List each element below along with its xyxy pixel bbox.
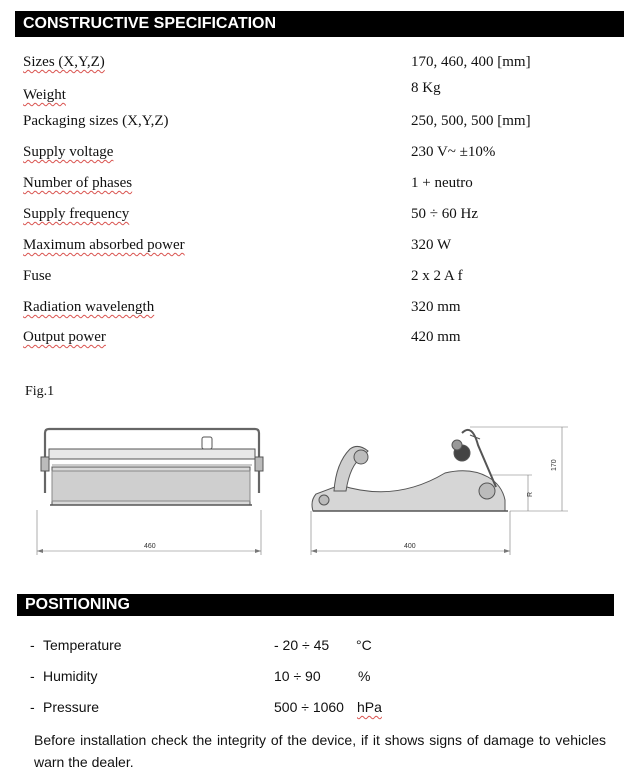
spec-label-frequency: Supply frequency	[23, 206, 130, 222]
condition-range-humidity: 10 ÷ 90	[274, 668, 321, 684]
spec-label-output: Output power	[23, 329, 106, 345]
side-height-dimension: 170	[551, 459, 558, 471]
spec-value-sizes: 170, 460, 400 [mm]	[411, 54, 531, 70]
device-drawing	[0, 405, 633, 605]
spec-label-wavelength: Radiation wavelength	[23, 299, 155, 315]
condition-name-humidity: Humidity	[43, 668, 98, 684]
spec-label-phases: Number of phases	[23, 175, 133, 191]
condition-bullet: -	[30, 668, 35, 684]
condition-range-pressure: 500 ÷ 1060	[274, 699, 344, 715]
spec-value-output: 420 mm	[411, 329, 461, 345]
condition-name-temperature: Temperature	[43, 637, 122, 653]
condition-range-temperature: - 20 ÷ 45	[274, 637, 330, 653]
side-depth-dimension: 400	[404, 543, 416, 550]
spec-label-power: Maximum absorbed power	[23, 237, 185, 253]
condition-unit-humidity: %	[358, 668, 371, 684]
figure-label: Fig.1	[25, 384, 55, 399]
spec-label-voltage: Supply voltage	[23, 144, 114, 160]
side-view-drawing	[311, 427, 568, 555]
spec-value-packaging: 250, 500, 500 [mm]	[411, 113, 531, 129]
spec-label-packaging: Packaging sizes (X,Y,Z)	[23, 113, 169, 129]
spec-value-wavelength: 320 mm	[411, 299, 461, 315]
spec-value-power: 320 W	[411, 237, 452, 253]
spec-label-sizes: Sizes (X,Y,Z)	[23, 54, 105, 70]
condition-unit-pressure: hPa	[357, 699, 382, 715]
condition-bullet: -	[30, 637, 35, 653]
spec-value-phases: 1 + neutro	[411, 175, 473, 191]
front-view-drawing	[37, 429, 263, 555]
positioning-section-title: POSITIONING	[17, 594, 614, 616]
spec-value-frequency: 50 ÷ 60 Hz	[411, 206, 478, 222]
condition-bullet: -	[30, 699, 35, 715]
side-inner-dimension: R	[527, 491, 534, 497]
spec-value-fuse: 2 x 2 A f	[411, 268, 463, 284]
condition-name-pressure: Pressure	[43, 699, 100, 715]
installation-note: Before installation check the integrity of the device, if it shows signs of damage to vehicles warn the dealer.	[34, 732, 606, 770]
spec-section-title: CONSTRUCTIVE SPECIFICATION	[15, 11, 624, 37]
spec-value-weight: 8 Kg	[411, 80, 441, 96]
spec-label-weight: Weight	[23, 87, 66, 103]
front-width-dimension: 460	[144, 543, 156, 550]
condition-unit-temperature: °C	[356, 637, 372, 653]
spec-label-fuse: Fuse	[23, 268, 52, 284]
spec-value-voltage: 230 V~ ±10%	[411, 144, 496, 160]
